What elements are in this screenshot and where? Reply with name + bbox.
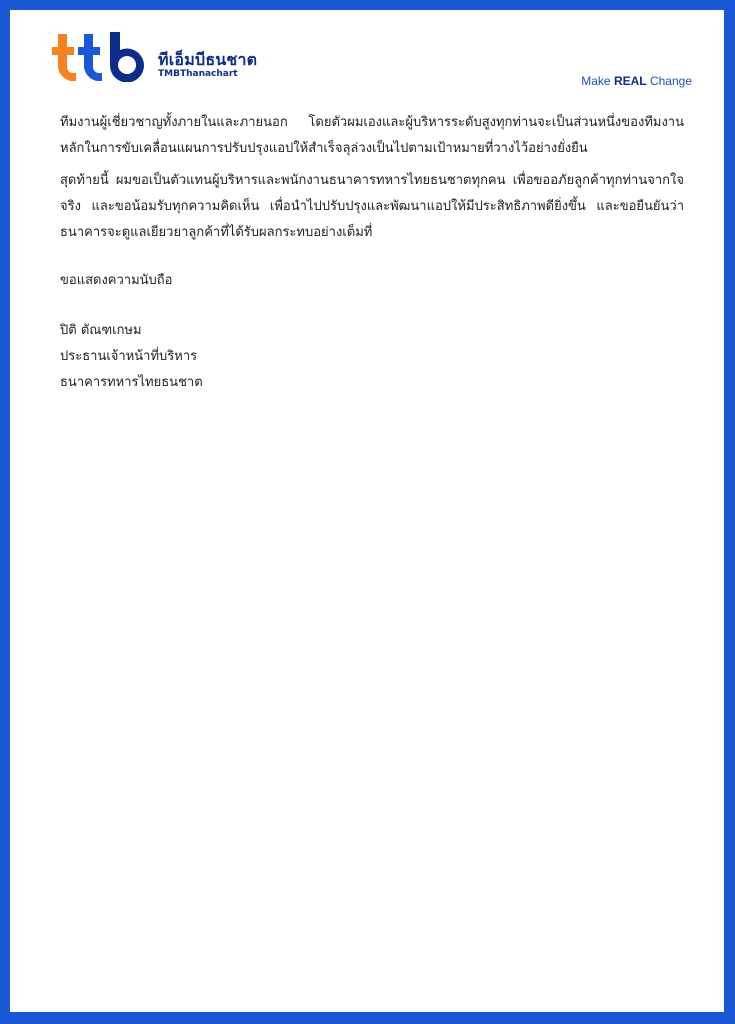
ttb-logo: [48, 32, 257, 82]
tagline: [581, 74, 692, 88]
ttb-logo-icon: [48, 32, 152, 82]
tagline-emphasis: REAL: [613, 74, 647, 88]
logo-thai-name: ทีเอ็มบีธนชาต: [158, 50, 258, 69]
letter-page: [10, 10, 724, 1012]
closing-salutation: ขอแสดงความนับถือ: [60, 273, 173, 288]
letter-body: [60, 110, 684, 396]
paragraph-1: ทีมงานผู้เชี่ยวชาญทั้งภายในและภายนอก โดยตัวผมเองและผู้บริหารระดับสูงทุกท่านจะเป็นส่วนหนึ่งของทีมงานหลักในการขับเคลื่อนแผนการปรับปรุงแอปให้สำเร็จลุล่วงเป็นไปตามเป้าหมายที่วางไว้อย่างยั่งยืน: [60, 115, 684, 156]
tagline-suffix: Change: [646, 74, 692, 88]
signer-name: ปิติ ตัณฑเกษม: [60, 323, 142, 338]
tagline-prefix: Make: [581, 74, 614, 88]
signer-title: ประธานเจ้าหน้าที่บริหาร: [60, 349, 198, 364]
signature-block: [60, 318, 684, 396]
logo-english-name: TMBThanachart: [158, 69, 238, 79]
logo-wordmark: [158, 51, 257, 80]
paragraph-2: สุดท้ายนี้ ผมขอเป็นตัวแทนผู้บริหารและพนักงานธนาคารทหารไทยธนชาตทุกคน เพื่อขออภัยลูกค้าทุกท่านจากใจจริง และขอน้อมรับทุกความคิดเห็น เพื่อนำไปปรับปรุงและพัฒนาแอปให้มีประสิทธิภาพดียิ่งขึ้น และขอยืนยันว่าธนาคารจะดูแลเยียวยาลูกค้าที่ได้รับผลกระทบอย่างเต็มที่: [60, 173, 684, 240]
signer-organization: ธนาคารทหารไทยธนชาต: [60, 375, 203, 390]
